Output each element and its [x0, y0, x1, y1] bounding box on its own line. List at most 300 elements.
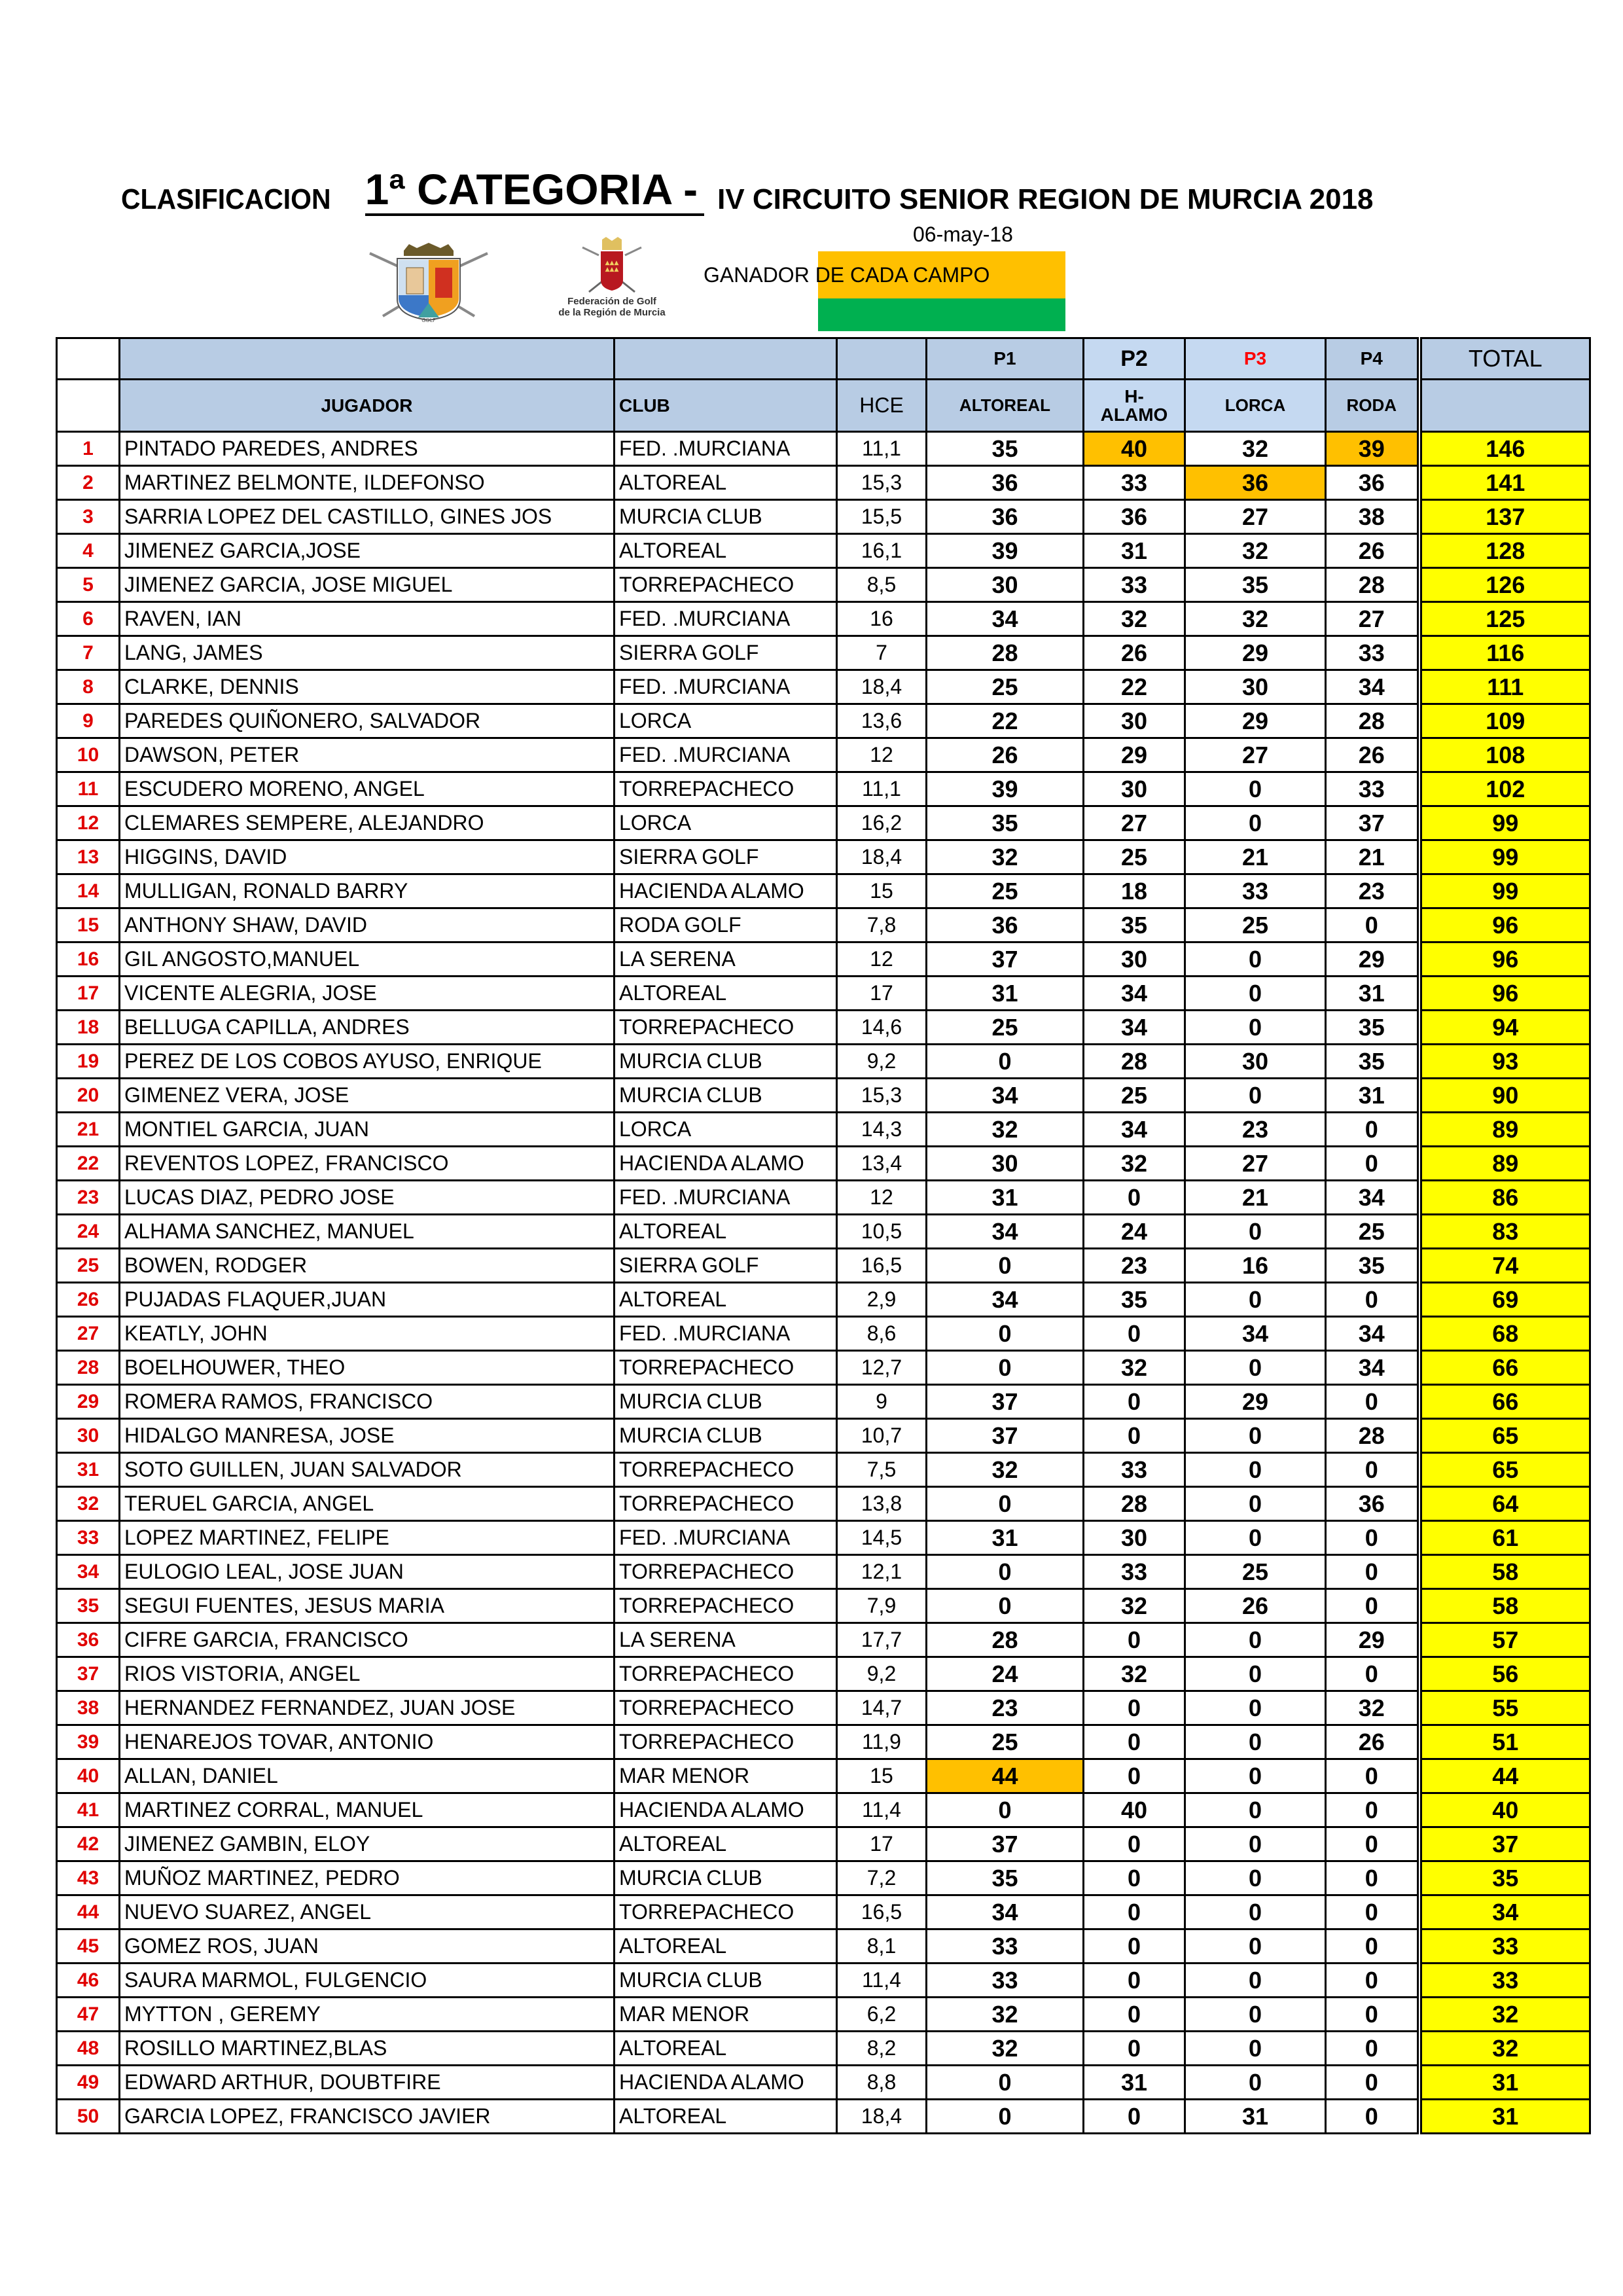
- score-p2-cell: 40: [1084, 432, 1185, 466]
- title-category: 1ª CATEGORIA -: [365, 165, 704, 216]
- total-cell: 44: [1419, 1759, 1590, 1793]
- total-cell: 141: [1419, 466, 1590, 500]
- club-cell: TORREPACHECO: [615, 1453, 837, 1487]
- table-row: [57, 1793, 1590, 1827]
- hce-cell: 17: [837, 977, 927, 1011]
- player-name-cell: PINTADO PAREDES, ANDRES: [120, 432, 615, 466]
- score-p3-cell: 23: [1185, 1113, 1326, 1147]
- table-row: [57, 772, 1590, 806]
- score-p3-cell: 25: [1185, 1555, 1326, 1589]
- header-p2: P2: [1084, 338, 1185, 380]
- table-row: [57, 1419, 1590, 1453]
- table-row: [57, 1521, 1590, 1555]
- club-cell: MURCIA CLUB: [615, 1045, 837, 1079]
- club-cell: FED. .MURCIANA: [615, 738, 837, 772]
- player-name-cell: KEATLY, JOHN: [120, 1317, 615, 1351]
- score-p1-cell: 39: [927, 534, 1084, 568]
- score-p4-cell: 34: [1326, 1317, 1419, 1351]
- club-cell: ALTOREAL: [615, 466, 837, 500]
- club-cell: TORREPACHECO: [615, 1691, 837, 1725]
- hce-cell: 16,1: [837, 534, 927, 568]
- rank-cell: 45: [57, 1929, 120, 1964]
- score-p3-cell: 0: [1185, 806, 1326, 840]
- player-name-cell: PUJADAS FLAQUER,JUAN: [120, 1283, 615, 1317]
- rank-cell: 35: [57, 1589, 120, 1623]
- score-p2-cell: 25: [1084, 1079, 1185, 1113]
- hce-cell: 13,4: [837, 1147, 927, 1181]
- hce-cell: 15: [837, 874, 927, 908]
- total-cell: 40: [1419, 1793, 1590, 1827]
- score-p4-cell: 36: [1326, 466, 1419, 500]
- header-total: TOTAL: [1419, 338, 1590, 380]
- score-p1-cell: 25: [927, 874, 1084, 908]
- header-course-p3: LORCA: [1185, 380, 1326, 432]
- hce-cell: 8,2: [837, 2032, 927, 2066]
- header-p3: P3: [1185, 338, 1326, 380]
- total-cell: 126: [1419, 568, 1590, 602]
- score-p1-cell: 35: [927, 432, 1084, 466]
- table-row: [57, 942, 1590, 977]
- club-cell: FED. .MURCIANA: [615, 1317, 837, 1351]
- player-name-cell: RAVEN, IAN: [120, 602, 615, 636]
- club-cell: TORREPACHECO: [615, 1351, 837, 1385]
- table-row: [57, 1964, 1590, 1998]
- player-name-cell: MUÑOZ MARTINEZ, PEDRO: [120, 1861, 615, 1895]
- total-cell: 99: [1419, 840, 1590, 874]
- score-p3-cell: 0: [1185, 1011, 1326, 1045]
- player-name-cell: JIMENEZ GARCIA,JOSE: [120, 534, 615, 568]
- player-name-cell: EDWARD ARTHUR, DOUBTFIRE: [120, 2066, 615, 2100]
- score-p1-cell: 32: [927, 1998, 1084, 2032]
- score-p3-cell: 32: [1185, 534, 1326, 568]
- total-cell: 66: [1419, 1351, 1590, 1385]
- score-p4-cell: 23: [1326, 874, 1419, 908]
- score-p3-cell: 0: [1185, 2032, 1326, 2066]
- score-p4-cell: 0: [1326, 1759, 1419, 1793]
- club-cell: ALTOREAL: [615, 2032, 837, 2066]
- score-p3-cell: 26: [1185, 1589, 1326, 1623]
- score-p3-cell: 0: [1185, 1793, 1326, 1827]
- score-p3-cell: 0: [1185, 1419, 1326, 1453]
- rank-cell: 30: [57, 1419, 120, 1453]
- hce-cell: 12,1: [837, 1555, 927, 1589]
- player-name-cell: DAWSON, PETER: [120, 738, 615, 772]
- table-row: [57, 2032, 1590, 2066]
- rank-cell: 8: [57, 670, 120, 704]
- player-name-cell: BOWEN, RODGER: [120, 1249, 615, 1283]
- header-club: CLUB: [615, 380, 837, 432]
- score-p2-cell: 0: [1084, 1725, 1185, 1759]
- score-p1-cell: 36: [927, 466, 1084, 500]
- rank-cell: 2: [57, 466, 120, 500]
- club-cell: MURCIA CLUB: [615, 1079, 837, 1113]
- score-p4-cell: 0: [1326, 1113, 1419, 1147]
- standings-table: [56, 337, 1591, 2134]
- rank-cell: 26: [57, 1283, 120, 1317]
- rank-cell: 9: [57, 704, 120, 738]
- rank-cell: 17: [57, 977, 120, 1011]
- hce-cell: 7,9: [837, 1589, 927, 1623]
- club-cell: ALTOREAL: [615, 977, 837, 1011]
- score-p4-cell: 26: [1326, 1725, 1419, 1759]
- table-row: [57, 1147, 1590, 1181]
- table-row: [57, 1011, 1590, 1045]
- score-p4-cell: 35: [1326, 1011, 1419, 1045]
- score-p2-cell: 0: [1084, 2100, 1185, 2134]
- table-row: [57, 2100, 1590, 2134]
- score-p2-cell: 32: [1084, 1657, 1185, 1691]
- hce-cell: 11,4: [837, 1793, 927, 1827]
- club-cell: HACIENDA ALAMO: [615, 874, 837, 908]
- rank-cell: 7: [57, 636, 120, 670]
- total-cell: 66: [1419, 1385, 1590, 1419]
- player-name-cell: LANG, JAMES: [120, 636, 615, 670]
- total-cell: 64: [1419, 1487, 1590, 1521]
- header-total-blank: [1419, 380, 1590, 432]
- table-row: [57, 1351, 1590, 1385]
- score-p4-cell: 29: [1326, 1623, 1419, 1657]
- score-p2-cell: 34: [1084, 1113, 1185, 1147]
- total-cell: 65: [1419, 1453, 1590, 1487]
- score-p4-cell: 0: [1326, 2100, 1419, 2134]
- total-cell: 96: [1419, 908, 1590, 942]
- total-cell: 55: [1419, 1691, 1590, 1725]
- rank-cell: 48: [57, 2032, 120, 2066]
- rank-cell: 36: [57, 1623, 120, 1657]
- player-name-cell: SOTO GUILLEN, JUAN SALVADOR: [120, 1453, 615, 1487]
- score-p2-cell: 0: [1084, 1895, 1185, 1929]
- rank-cell: 44: [57, 1895, 120, 1929]
- player-name-cell: NUEVO SUAREZ, ANGEL: [120, 1895, 615, 1929]
- score-p2-cell: 25: [1084, 840, 1185, 874]
- score-p1-cell: 34: [927, 1079, 1084, 1113]
- total-cell: 31: [1419, 2100, 1590, 2134]
- hce-cell: 11,9: [837, 1725, 927, 1759]
- table-row: [57, 1589, 1590, 1623]
- score-p3-cell: 29: [1185, 1385, 1326, 1419]
- score-p1-cell: 25: [927, 1725, 1084, 1759]
- total-cell: 69: [1419, 1283, 1590, 1317]
- player-name-cell: MYTTON , GEREMY: [120, 1998, 615, 2032]
- score-p4-cell: 25: [1326, 1215, 1419, 1249]
- score-p3-cell: 0: [1185, 1623, 1326, 1657]
- rank-cell: 38: [57, 1691, 120, 1725]
- table-row: [57, 1215, 1590, 1249]
- hce-cell: 13,8: [837, 1487, 927, 1521]
- rank-cell: 6: [57, 602, 120, 636]
- player-name-cell: JIMENEZ GARCIA, JOSE MIGUEL: [120, 568, 615, 602]
- player-name-cell: GARCIA LOPEZ, FRANCISCO JAVIER: [120, 2100, 615, 2134]
- table-row: [57, 1555, 1590, 1589]
- score-p2-cell: 27: [1084, 806, 1185, 840]
- score-p1-cell: 28: [927, 1623, 1084, 1657]
- player-name-cell: HIDALGO MANRESA, JOSE: [120, 1419, 615, 1453]
- score-p4-cell: 0: [1326, 1964, 1419, 1998]
- player-name-cell: SEGUI FUENTES, JESUS MARIA: [120, 1589, 615, 1623]
- score-p1-cell: 0: [927, 1249, 1084, 1283]
- hce-cell: 18,4: [837, 2100, 927, 2134]
- score-p4-cell: 0: [1326, 1861, 1419, 1895]
- score-p4-cell: 28: [1326, 568, 1419, 602]
- score-p3-cell: 29: [1185, 704, 1326, 738]
- score-p3-cell: 0: [1185, 1929, 1326, 1964]
- score-p1-cell: 35: [927, 806, 1084, 840]
- club-cell: ALTOREAL: [615, 1215, 837, 1249]
- table-row: [57, 1453, 1590, 1487]
- rank-cell: 28: [57, 1351, 120, 1385]
- score-p3-cell: 35: [1185, 568, 1326, 602]
- hce-cell: 15,3: [837, 466, 927, 500]
- score-p4-cell: 0: [1326, 1385, 1419, 1419]
- score-p3-cell: 0: [1185, 1215, 1326, 1249]
- svg-text:▲▲▲: ▲▲▲: [605, 260, 619, 266]
- score-p3-cell: 34: [1185, 1317, 1326, 1351]
- score-p3-cell: 30: [1185, 670, 1326, 704]
- score-p2-cell: 0: [1084, 1998, 1185, 2032]
- score-p3-cell: 0: [1185, 1079, 1326, 1113]
- player-name-cell: GIMENEZ VERA, JOSE: [120, 1079, 615, 1113]
- score-p4-cell: 34: [1326, 670, 1419, 704]
- hce-cell: 8,5: [837, 568, 927, 602]
- hce-cell: 12: [837, 738, 927, 772]
- header-rank-blank: [57, 338, 120, 380]
- header-p4: P4: [1326, 338, 1419, 380]
- rank-cell: 43: [57, 1861, 120, 1895]
- club-cell: SIERRA GOLF: [615, 1249, 837, 1283]
- table-row: [57, 1861, 1590, 1895]
- score-p3-cell: 0: [1185, 1351, 1326, 1385]
- score-p2-cell: 0: [1084, 1759, 1185, 1793]
- score-p1-cell: 30: [927, 568, 1084, 602]
- score-p4-cell: 26: [1326, 738, 1419, 772]
- table-row: [57, 1998, 1590, 2032]
- header-p1: P1: [927, 338, 1084, 380]
- score-p3-cell: 0: [1185, 1691, 1326, 1725]
- score-p4-cell: 34: [1326, 1181, 1419, 1215]
- club-cell: ALTOREAL: [615, 534, 837, 568]
- score-p2-cell: 31: [1084, 534, 1185, 568]
- score-p1-cell: 33: [927, 1929, 1084, 1964]
- rank-cell: 27: [57, 1317, 120, 1351]
- table-row: [57, 1895, 1590, 1929]
- club-cell: RODA GOLF: [615, 908, 837, 942]
- rank-cell: 33: [57, 1521, 120, 1555]
- table-row: [57, 670, 1590, 704]
- rank-cell: 25: [57, 1249, 120, 1283]
- rank-cell: 14: [57, 874, 120, 908]
- score-p4-cell: 34: [1326, 1351, 1419, 1385]
- hce-cell: 7,8: [837, 908, 927, 942]
- hce-cell: 11,4: [837, 1964, 927, 1998]
- score-p2-cell: 31: [1084, 2066, 1185, 2100]
- player-name-cell: BOELHOUWER, THEO: [120, 1351, 615, 1385]
- score-p1-cell: 32: [927, 1453, 1084, 1487]
- score-p1-cell: 35: [927, 1861, 1084, 1895]
- club-cell: TORREPACHECO: [615, 1725, 837, 1759]
- rank-cell: 34: [57, 1555, 120, 1589]
- total-cell: 94: [1419, 1011, 1590, 1045]
- table-row: [57, 466, 1590, 500]
- rank-cell: 37: [57, 1657, 120, 1691]
- score-p2-cell: 32: [1084, 602, 1185, 636]
- player-name-cell: MULLIGAN, RONALD BARRY: [120, 874, 615, 908]
- score-p2-cell: 0: [1084, 1827, 1185, 1861]
- table-row: [57, 1181, 1590, 1215]
- rank-cell: 21: [57, 1113, 120, 1147]
- club-cell: MURCIA CLUB: [615, 1861, 837, 1895]
- score-p1-cell: 33: [927, 1964, 1084, 1998]
- total-cell: 37: [1419, 1827, 1590, 1861]
- rank-cell: 46: [57, 1964, 120, 1998]
- score-p1-cell: 25: [927, 670, 1084, 704]
- score-p4-cell: 0: [1326, 1929, 1419, 1964]
- table-row: [57, 704, 1590, 738]
- score-p1-cell: 0: [927, 1317, 1084, 1351]
- club-cell: HACIENDA ALAMO: [615, 1793, 837, 1827]
- total-cell: 58: [1419, 1589, 1590, 1623]
- score-p4-cell: 0: [1326, 2066, 1419, 2100]
- hce-cell: 12: [837, 1181, 927, 1215]
- rank-cell: 31: [57, 1453, 120, 1487]
- legend-label: GANADOR DE CADA CAMPO: [704, 263, 990, 287]
- score-p3-cell: 27: [1185, 500, 1326, 534]
- score-p4-cell: 32: [1326, 1691, 1419, 1725]
- rank-cell: 4: [57, 534, 120, 568]
- club-cell: LORCA: [615, 806, 837, 840]
- score-p2-cell: 40: [1084, 1793, 1185, 1827]
- rank-cell: 39: [57, 1725, 120, 1759]
- hce-cell: 15,5: [837, 500, 927, 534]
- score-p2-cell: 30: [1084, 942, 1185, 977]
- player-name-cell: TERUEL GARCIA, ANGEL: [120, 1487, 615, 1521]
- score-p4-cell: 37: [1326, 806, 1419, 840]
- score-p4-cell: 0: [1326, 1453, 1419, 1487]
- score-p2-cell: 34: [1084, 1011, 1185, 1045]
- club-cell: TORREPACHECO: [615, 772, 837, 806]
- score-p1-cell: 44: [927, 1759, 1084, 1793]
- score-p2-cell: 33: [1084, 1555, 1185, 1589]
- score-p2-cell: 0: [1084, 1181, 1185, 1215]
- total-cell: 89: [1419, 1147, 1590, 1181]
- total-cell: 99: [1419, 874, 1590, 908]
- table-row: [57, 500, 1590, 534]
- rank-cell: 29: [57, 1385, 120, 1419]
- score-p2-cell: 32: [1084, 1147, 1185, 1181]
- score-p3-cell: 32: [1185, 602, 1326, 636]
- club-cell: MAR MENOR: [615, 1998, 837, 2032]
- table-row: [57, 1283, 1590, 1317]
- score-p4-cell: 0: [1326, 1998, 1419, 2032]
- header-player: JUGADOR: [120, 380, 615, 432]
- score-p2-cell: 24: [1084, 1215, 1185, 1249]
- club-cell: ALTOREAL: [615, 1827, 837, 1861]
- score-p3-cell: 16: [1185, 1249, 1326, 1283]
- header-course-p2: [1084, 380, 1185, 432]
- total-cell: 89: [1419, 1113, 1590, 1147]
- total-cell: 61: [1419, 1521, 1590, 1555]
- total-cell: 57: [1419, 1623, 1590, 1657]
- score-p2-cell: 35: [1084, 1283, 1185, 1317]
- score-p2-cell: 0: [1084, 1964, 1185, 1998]
- header-course-p1: ALTOREAL: [927, 380, 1084, 432]
- player-name-cell: CLARKE, DENNIS: [120, 670, 615, 704]
- score-p1-cell: 37: [927, 1419, 1084, 1453]
- rank-cell: 41: [57, 1793, 120, 1827]
- score-p3-cell: 0: [1185, 1827, 1326, 1861]
- club-cell: TORREPACHECO: [615, 1895, 837, 1929]
- hce-cell: 14,3: [837, 1113, 927, 1147]
- score-p1-cell: 30: [927, 1147, 1084, 1181]
- score-p2-cell: 32: [1084, 1589, 1185, 1623]
- hce-cell: 11,1: [837, 772, 927, 806]
- rank-cell: 11: [57, 772, 120, 806]
- player-name-cell: VICENTE ALEGRIA, JOSE: [120, 977, 615, 1011]
- score-p1-cell: 36: [927, 908, 1084, 942]
- table-row: [57, 1657, 1590, 1691]
- total-cell: 31: [1419, 2066, 1590, 2100]
- player-name-cell: MARTINEZ BELMONTE, ILDEFONSO: [120, 466, 615, 500]
- score-p3-cell: 31: [1185, 2100, 1326, 2134]
- score-p2-cell: 33: [1084, 1453, 1185, 1487]
- player-name-cell: REVENTOS LOPEZ, FRANCISCO: [120, 1147, 615, 1181]
- score-p2-cell: 30: [1084, 772, 1185, 806]
- club-cell: TORREPACHECO: [615, 1589, 837, 1623]
- total-cell: 58: [1419, 1555, 1590, 1589]
- total-cell: 51: [1419, 1725, 1590, 1759]
- rank-cell: 13: [57, 840, 120, 874]
- rank-cell: 22: [57, 1147, 120, 1181]
- player-name-cell: MONTIEL GARCIA, JUAN: [120, 1113, 615, 1147]
- table-row: [57, 568, 1590, 602]
- hce-cell: 12: [837, 942, 927, 977]
- legend-green-swatch: [818, 298, 1065, 331]
- score-p3-cell: 0: [1185, 772, 1326, 806]
- player-name-cell: PEREZ DE LOS COBOS AYUSO, ENRIQUE: [120, 1045, 615, 1079]
- table-row: [57, 1079, 1590, 1113]
- score-p4-cell: 0: [1326, 1555, 1419, 1589]
- table-row: [57, 738, 1590, 772]
- hce-cell: 13,6: [837, 704, 927, 738]
- hce-cell: 16,5: [837, 1895, 927, 1929]
- rank-cell: 19: [57, 1045, 120, 1079]
- total-cell: 96: [1419, 942, 1590, 977]
- player-name-cell: HERNANDEZ FERNANDEZ, JUAN JOSE: [120, 1691, 615, 1725]
- score-p2-cell: 23: [1084, 1249, 1185, 1283]
- total-cell: 33: [1419, 1929, 1590, 1964]
- score-p4-cell: 0: [1326, 1589, 1419, 1623]
- score-p4-cell: 33: [1326, 636, 1419, 670]
- club-cell: FED. .MURCIANA: [615, 432, 837, 466]
- hce-cell: 14,5: [837, 1521, 927, 1555]
- total-cell: 83: [1419, 1215, 1590, 1249]
- rank-cell: 24: [57, 1215, 120, 1249]
- score-p2-cell: 30: [1084, 704, 1185, 738]
- player-name-cell: SARRIA LOPEZ DEL CASTILLO, GINES JOS: [120, 500, 615, 534]
- score-p1-cell: 0: [927, 1487, 1084, 1521]
- score-p2-cell: 29: [1084, 738, 1185, 772]
- score-p2-cell: 0: [1084, 1419, 1185, 1453]
- total-cell: 116: [1419, 636, 1590, 670]
- total-cell: 68: [1419, 1317, 1590, 1351]
- player-name-cell: RIOS VISTORIA, ANGEL: [120, 1657, 615, 1691]
- player-name-cell: CLEMARES SEMPERE, ALEJANDRO: [120, 806, 615, 840]
- score-p2-cell: 30: [1084, 1521, 1185, 1555]
- score-p1-cell: 34: [927, 1283, 1084, 1317]
- report-date: 06-may-18: [913, 223, 1013, 246]
- hce-cell: 14,7: [837, 1691, 927, 1725]
- score-p1-cell: 36: [927, 500, 1084, 534]
- score-p3-cell: 30: [1185, 1045, 1326, 1079]
